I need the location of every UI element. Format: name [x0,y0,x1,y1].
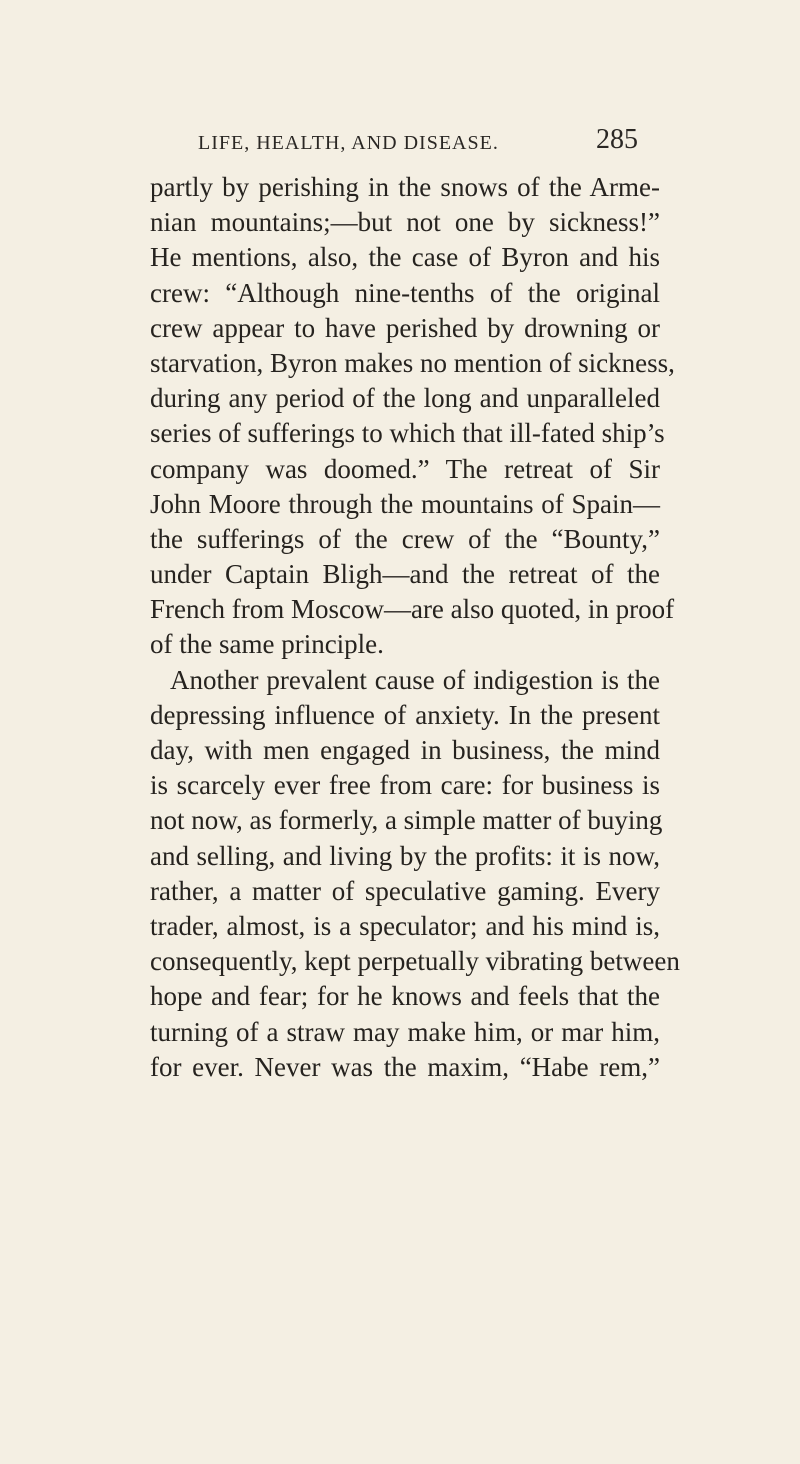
text-line: depressing influence of anxiety. In the present [150,699,660,730]
page-number: 285 [596,124,638,155]
text-line: rather, a matter of speculative gaming. Every [150,875,660,906]
text-line: trader, almost, is a speculator; and his mind is, [150,910,660,941]
body-text [150,170,680,1085]
text-line: Another prevalent cause of indigestion is the [170,664,660,695]
text-line: series of sufferings to which that ill-fated ship’s [150,418,665,449]
text-line: under Captain Bligh—and the retreat of the [150,559,660,590]
text-line: He mentions, also, the case of Byron and his [150,242,660,273]
text-line: partly by perishing in the snows of the Arme- [150,172,660,202]
text-line: for ever. Never was the maxim, “Habe rem,” [150,1051,660,1082]
text-line: consequently, kept perpetually vibrating between [150,946,680,977]
text-line: starvation, Byron makes no mention of sickness, [150,347,675,378]
text-line: of the same principle. [150,629,384,660]
text-line: John Moore through the mountains of Spain— [150,488,660,519]
text-line: turning of a straw may make him, or mar him, [150,1016,660,1047]
text-line: not now, as formerly, a simple matter of buying [150,805,663,836]
text-line: French from Moscow—are also quoted, in proof [150,594,675,625]
text-line: crew: “Although nine-tenths of the original [150,277,660,308]
text-line: and selling, and living by the profits: it is now, [150,840,660,871]
text-line: day, with men engaged in business, the mind [150,735,660,765]
running-head: LIFE, HEALTH, AND DISEASE. [198,132,499,154]
text-line: crew appear to have perished by drowning or [150,312,660,343]
text-line: the sufferings of the crew of the “Bounty,” [150,523,660,554]
text-line: company was doomed.” The retreat of Sir [150,453,660,484]
text-line: is scarcely ever free from care: for business is [150,770,660,801]
text-line: during any period of the long and unparalleled [150,383,660,414]
text-line: hope and fear; for he knows and feels that the [150,981,660,1012]
text-line: nian mountains;—but not one by sickness!” [150,207,660,238]
